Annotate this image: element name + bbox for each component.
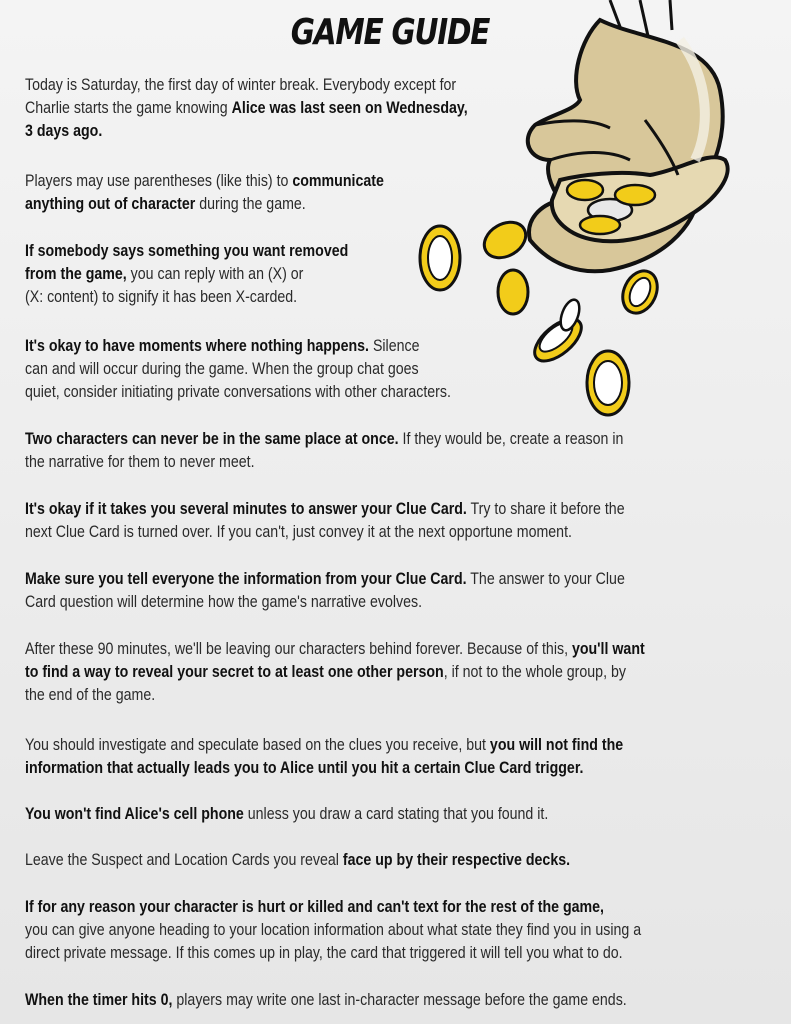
paragraph-clue-card-time: It's okay if it takes you several minutes to answer your Clue Card. Try to share it before the next Clue Card is turned over. If you can't, just convey it at the next opportune moment. <box>25 500 625 541</box>
paragraph-reveal-secret: After these 90 minutes, we'll be leaving our characters behind forever. Because of this, you'll want to find a way to reveal your secret to at least one other person, if not to the whole group, by the end of the game. <box>25 640 645 704</box>
paragraph-share-clue-card: Make sure you tell everyone the information from your Clue Card. The answer to your Clue Card question will determine how the game's narrative evolves. <box>25 570 625 611</box>
paragraph-same-place: Two characters can never be in the same place at once. If they would be, create a reason in the narrative for them to never meet. <box>25 430 624 471</box>
hand-with-coins-icon <box>410 0 791 420</box>
paragraph-timer: When the timer hits 0, players may write one last in-character message before the game ends. <box>25 991 627 1009</box>
paragraph-investigate: You should investigate and speculate based on the clues you receive, but you will not find the information that actually leads you to Alice until you hit a certain Clue Card trigger. <box>25 736 624 777</box>
paragraph-hurt-or-killed: If for any reason your character is hurt or killed and can't text for the rest of the game, you can give anyone heading to your location information about what state they find you in using a direct private message. If this comes up in play, the card that triggered it will tell you what to do. <box>25 898 642 962</box>
page-title: GAME GUIDE <box>290 12 490 53</box>
paragraph-cell-phone: You won't find Alice's cell phone unless you draw a card stating that you found it. <box>25 805 549 823</box>
paragraph-face-up: Leave the Suspect and Location Cards you reveal face up by their respective decks. <box>25 851 571 869</box>
paragraph-parentheses: Players may use parentheses (like this) to communicate anything out of character during the game. <box>25 172 384 213</box>
paragraph-x-card: If somebody says something you want removed from the game, you can reply with an (X) or (X: content) to signify it has been X-carded. <box>25 242 349 306</box>
paragraph-silence: It's okay to have moments where nothing happens. Silence can and will occur during the game. When the group chat goes quiet, consider initiating private conversations with other characters. <box>25 337 451 401</box>
paragraph-winter-break: Today is Saturday, the first day of winter break. Everybody except for Charlie starts the game knowing Alice was last seen on Wednesday, 3 days ago. <box>25 76 468 140</box>
